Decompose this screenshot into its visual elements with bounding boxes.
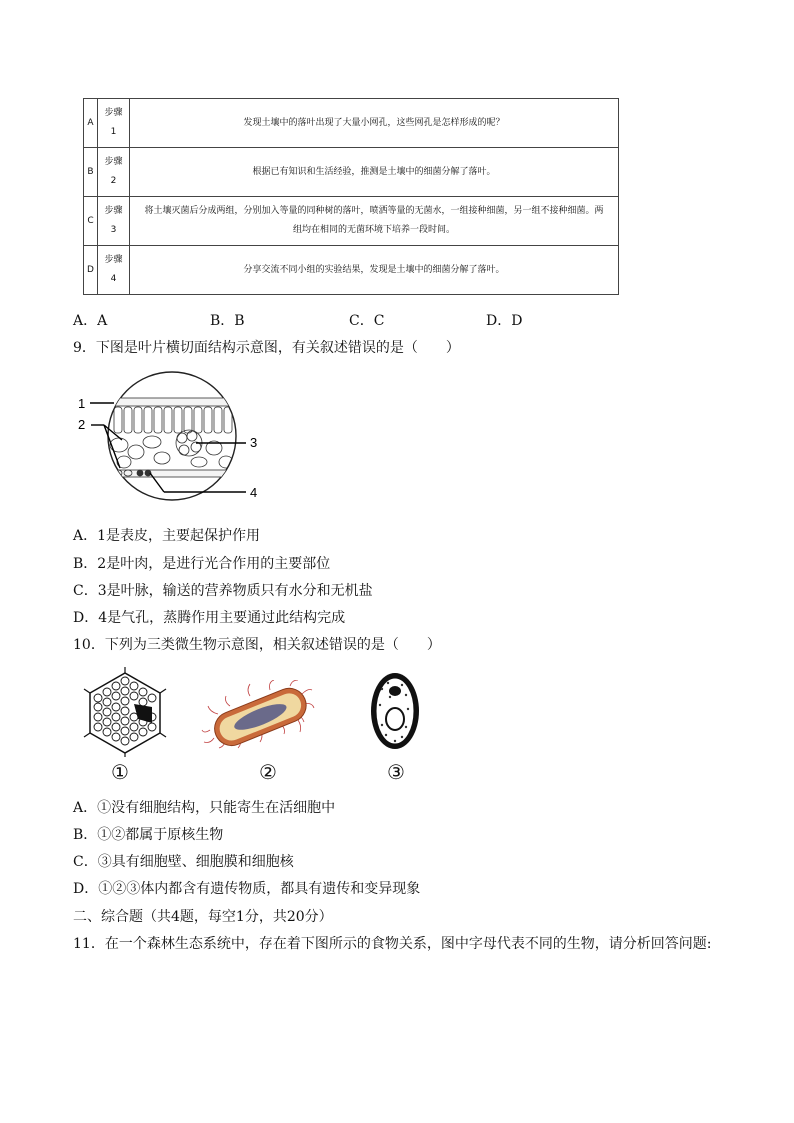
q10-option-d: D．①②③体内都含有遗传物质，都具有遗传和变异现象 <box>73 881 421 897</box>
leaf-label-4: 4 <box>250 485 258 500</box>
microbe-label-2: ② <box>259 760 277 784</box>
row-step: 步骤 3 <box>98 197 130 246</box>
yeast-figure <box>368 669 422 753</box>
leaf-label-2: 2 <box>78 417 86 432</box>
microbe-label-3: ③ <box>387 760 405 784</box>
leaf-label-3: 3 <box>250 435 258 450</box>
q8-option-b: B．B <box>210 313 245 329</box>
microbe-label-1: ① <box>111 760 129 784</box>
virus-figure <box>80 667 170 757</box>
q10-option-b: B．①②都属于原核生物 <box>73 827 224 843</box>
q9-option-a: A．1是表皮，主要起保护作用 <box>73 528 261 544</box>
table-row <box>84 246 619 295</box>
q9-option-b: B．2是叶肉，是进行光合作用的主要部位 <box>73 556 331 572</box>
row-key: B <box>84 148 98 197</box>
q9-option-d: D．4是气孔，蒸腾作用主要通过此结构完成 <box>73 610 346 626</box>
q8-option-c: C．C <box>349 313 385 329</box>
q9-stem: 9．下图是叶片横切面结构示意图，有关叙述错误的是（ ） <box>73 340 460 356</box>
section-heading: 二、综合题（共4题，每空1分，共20分） <box>73 909 333 925</box>
q8-option-d: D．D <box>486 313 523 329</box>
row-content: 发现土壤中的落叶出现了大量小网孔，这些网孔是怎样形成的呢？ <box>130 99 619 148</box>
row-step: 步骤 4 <box>98 246 130 295</box>
q10-stem: 10．下列为三类微生物示意图，相关叙述错误的是（ ） <box>73 637 441 653</box>
bacterium-figure <box>200 680 320 750</box>
q11-stem: 11．在一个森林生态系统中，存在着下图所示的食物关系，图中字母代表不同的生物，请分析回答问题: <box>73 936 712 952</box>
row-key: D <box>84 246 98 295</box>
row-content: 分享交流不同小组的实验结果，发现是土壤中的细菌分解了落叶。 <box>130 246 619 295</box>
q10-option-a: A．①没有细胞结构，只能寄生在活细胞中 <box>73 800 336 816</box>
row-content: 将土壤灭菌后分成两组，分别加入等量的同种树的落叶，喷洒等量的无菌水，一组接种细菌，另一组不接种细菌。两组均在相同的无菌环境下培养一段时间。 <box>130 197 619 246</box>
row-content: 根据已有知识和生活经验，推测是土壤中的细菌分解了落叶。 <box>130 148 619 197</box>
row-key: C <box>84 197 98 246</box>
table-row <box>84 99 619 148</box>
q10-option-c: C．③具有细胞壁、细胞膜和细胞核 <box>73 854 294 870</box>
q8-option-a: A．A <box>73 313 108 329</box>
steps-table <box>83 98 619 295</box>
row-step: 步骤 2 <box>98 148 130 197</box>
q9-option-c: C．3是叶脉，输送的营养物质只有水分和无机盐 <box>73 583 373 599</box>
row-key: A <box>84 99 98 148</box>
row-step: 步骤 1 <box>98 99 130 148</box>
leaf-cross-section-figure <box>74 370 274 510</box>
table-row <box>84 197 619 246</box>
table-row <box>84 148 619 197</box>
leaf-label-1: 1 <box>78 396 86 411</box>
